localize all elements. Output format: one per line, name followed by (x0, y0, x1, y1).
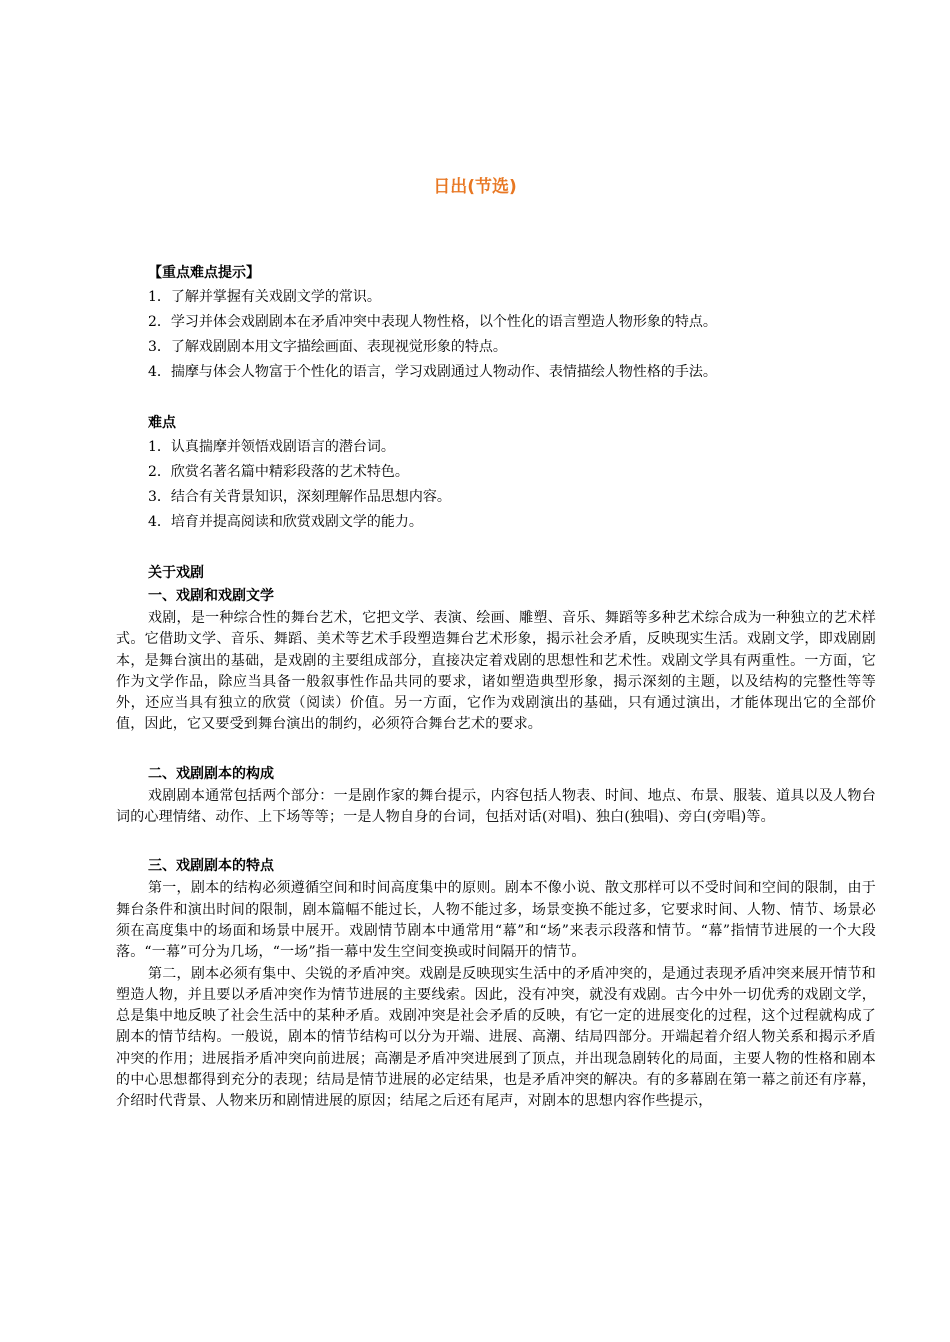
difficulties-list (116, 435, 876, 535)
list-item: 2．欣赏名著名篇中精彩段落的艺术特色。 (148, 464, 409, 480)
list-item: 1．认真揣摩并领悟戏剧语言的潜台词。 (148, 439, 395, 455)
content-body (116, 262, 876, 1113)
list-item: 3．了解戏剧剧本用文字描绘画面、表现视觉形象的特点。 (148, 339, 507, 355)
list-item: 1．了解并掌握有关戏剧文学的常识。 (148, 289, 381, 305)
list-item: 4．培育并提高阅读和欣赏戏剧文学的能力。 (148, 514, 423, 530)
list-item: 2．学习并体会戏剧剧本在矛盾冲突中表现人物性格，以个性化的语言塑造人物形象的特点。 (148, 314, 717, 330)
list-item: 4．揣摩与体会人物富于个性化的语言，学习戏剧通过人物动作、表情描绘人物性格的手法。 (148, 364, 717, 380)
spacer (116, 385, 876, 412)
spacer (116, 535, 876, 562)
spacer (116, 828, 876, 855)
list-item: 3．结合有关背景知识，深刻理解作品思想内容。 (148, 489, 451, 505)
key-points-list (116, 285, 876, 385)
section-2-heading: 二、戏剧剧本的构成 (148, 765, 274, 782)
section-3-paragraph-2: 第二，剧本必须有集中、尖锐的矛盾冲突。戏剧是反映现实生活中的矛盾冲突的，是通过表现矛盾冲突来展开情节和塑造人物，并且要以矛盾冲突作为情节进展的主要线索。因此，没有冲突，就没有戏剧。古今中外一切优秀的戏剧文学，总是集中地反映了社会生活中的某种矛盾。戏剧冲突是社会矛盾的反映，有它一定的进展变化的过程，这个过程就构成了剧本的情节结构。一般说，剧本的情节结构可以分为开端、进展、高潮、结局四部分。开端起着介绍人物关系和揭示矛盾冲突的作用；进展指矛盾冲突向前进展；高潮是矛盾冲突进展到了顶点，并出现急剧转化的局面，主要人物的性格和剧本的中心思想都得到充分的表现；结局是情节进展的必定结果，也是矛盾冲突的解决。有的多幕剧在第一幕之前还有序幕，介绍时代背景、人物来历和剧情进展的原因；结尾之后还有尾声，对剧本的思想内容作些提示， (116, 965, 876, 1110)
key-points-heading: 【重点难点提示】 (148, 265, 260, 281)
spacer (116, 736, 876, 763)
about-drama-heading: 关于戏剧 (148, 565, 204, 581)
section-1-paragraph: 戏剧，是一种综合性的舞台艺术，它把文学、表演、绘画、雕塑、音乐、舞蹈等多种艺术综合成为一种独立的艺术样式。它借助文学、音乐、舞蹈、美术等艺术手段塑造舞台艺术形象，揭示社会矛盾，反映现实生活。戏剧文学，即戏剧剧本，是舞台演出的基础，是戏剧的主要组成部分，直接决定着戏剧的思想性和艺术性。戏剧文学具有两重性。一方面，它作为文学作品，除应当具备一般叙事性作品共同的要求，诸如塑造典型形象，揭示深刻的主题，以及结构的完整性等等外，还应当具有独立的欣赏（阅读）价值。另一方面，它作为戏剧演出的基础，只有通过演出，才能体现出它的全部价值，因此，它又要受到舞台演出的制约，必须符合舞台艺术的要求。 (116, 610, 876, 733)
section-2-paragraph: 戏剧剧本通常包括两个部分：一是剧作家的舞台提示，内容包括人物表、时间、地点、布景、服装、道具以及人物台词的心理情绪、动作、上下场等等；一是人物自身的台词，包括对话(对唱)、独白(独唱)、旁白(旁唱)等。 (116, 787, 876, 826)
section-1-heading: 一、戏剧和戏剧文学 (148, 588, 274, 604)
page-title: 日出(节选) (433, 177, 517, 197)
difficulties-heading: 难点 (148, 415, 176, 431)
section-3-heading: 三、戏剧剧本的特点 (148, 858, 274, 875)
section-3-paragraph-1: 第一，剧本的结构必须遵循空间和时间高度集中的原则。剧本不像小说、散文那样可以不受时间和空间的限制，由于舞台条件和演出时间的限制，剧本篇幅不能过长，人物不能过多，场景变换不能过多，它要求时间、人物、情节、场景必须在高度集中的场面和场景中展开。戏剧情节剧本中通常用“幕”和“场”来表示段落和情节。“幕”指情节进展的一个大段落。“一幕”可分为几场，“一场”指一幕中发生空间变换或时间隔开的情节。 (116, 880, 876, 961)
